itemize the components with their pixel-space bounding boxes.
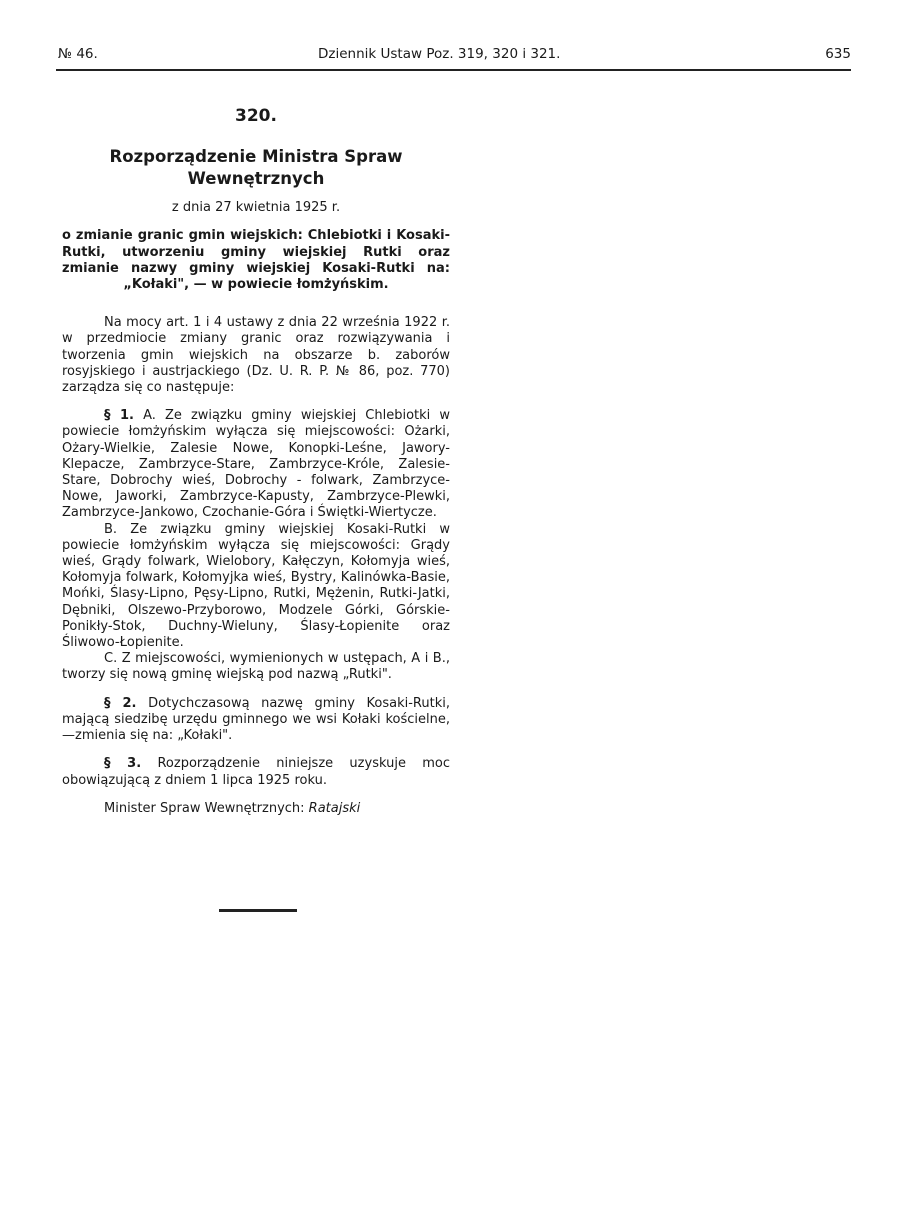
act-title: Rozporządzenie Ministra Spraw Wewnętrznych	[109, 147, 403, 189]
section-3-text: Rozporządzenie niniejsze uzyskuje moc obowiązującą z dniem 1 lipca 1925 roku.	[62, 756, 450, 788]
end-rule	[219, 909, 297, 912]
act-date: z dnia 27 kwietnia 1925 r.	[171, 200, 341, 216]
section-2	[62, 696, 450, 745]
act-subject: o zmianie granic gmin wiejskich: Chlebiotki i Kosaki-Rutki, utworzeniu gminy wiejskiej Rutki oraz zmianie nazwy gminy wiejskiej Kosaki-Rutki na: „Kołaki", — w powiecie łomżyńskim.	[62, 228, 450, 293]
section-3-label: § 3.	[104, 756, 142, 772]
page-header	[56, 46, 851, 66]
section-2-label: § 2.	[104, 695, 137, 711]
header-rule	[56, 69, 851, 71]
issue-number: № 46.	[58, 46, 98, 62]
section-1a	[62, 408, 450, 521]
section-1a-text: A. Ze związku gminy wiejskiej Chlebiotki w powiecie łomżyńskim wyłącza się miejscowości: Ożarki, Ożary-Wielkie, Zalesie Nowe, Konopki-Leśne, Jawory-Klepacze, Zambrzyce-Stare, Zambrzyce-Króle, Zalesie-Stare, Dobrochy wieś, Dobrochy - folwark, Zambrzyce-Nowe, Jaworki, Zambrzyce-Kapusty, Zambrzyce-Plewki, Zambrzyce-Jankowo, Czochanie-Góra i Świętki-Wiertycze.	[62, 408, 450, 521]
signer-name: Ratajski	[308, 800, 361, 816]
journal-title: Dziennik Ustaw Poz. 319, 320 i 321.	[318, 46, 561, 62]
section-1-label: § 1.	[104, 408, 134, 424]
section-1b: B. Ze związku gminy wiejskiej Kosaki-Rutki w powiecie łomżyńskim wyłącza się miejscowości: Grądy wieś, Grądy folwark, Wielobory, Kałęczyn, Kołomyja wieś, Kołomyja folwark, Kołomyjka wieś, Bystry, Kalinówka-Basie, Mońki, Ślasy-Lipno, Pęsy-Lipno, Rutki, Mężenin, Rutki-Jatki, Dębniki, Olszewo-Przyborowo, Modzele Górki, Górskie-Ponikły-Stok, Duchny-Wieluny, Ślasy-Łopienite oraz Śliwowo-Łopienite.	[62, 521, 450, 651]
section-3	[62, 756, 450, 788]
page-number: 635	[825, 46, 851, 62]
section-1c: C. Z miejscowości, wymienionych w ustępach, A i B., tworzy się nową gminę wiejską pod nazwą „Rutki".	[62, 651, 450, 683]
act-320	[62, 108, 450, 817]
section-2-text: Dotychczasową nazwę gminy Kosaki-Rutki, mającą siedzibę urzędu gminnego we wsi Kołaki kościelne,—zmienia się na: „Kołaki".	[62, 695, 450, 744]
signer-role: Minister Spraw Wewnętrznych:	[104, 800, 305, 816]
signature	[62, 801, 450, 817]
act-number: 320.	[235, 106, 277, 126]
preamble: Na mocy art. 1 i 4 ustawy z dnia 22 września 1922 r. w przedmiocie zmiany granic oraz rozwiązywania i tworzenia gmin wiejskich na obszarze b. zaborów rosyjskiego i austrjackiego (Dz. U. R. P. № 86, poz. 770) zarządza się co następuje:	[62, 315, 450, 396]
